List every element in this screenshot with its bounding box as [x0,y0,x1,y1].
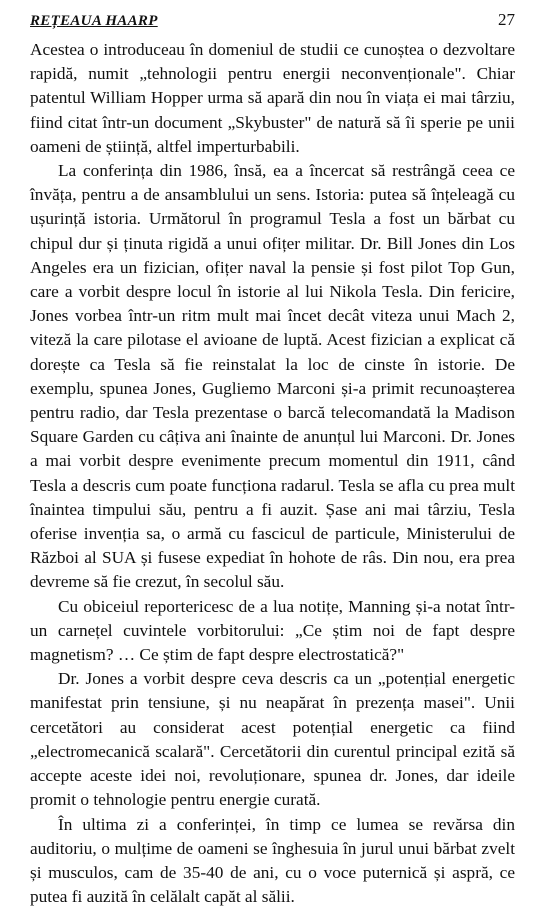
running-title: REȚEAUA HAARP [30,13,158,30]
page-body [30,38,515,909]
page-number: 27 [498,10,515,30]
paragraph: La conferința din 1986, însă, ea a încercat să restrângă ceea ce învăța, pentru a de ansamblului un sens. Istoria: putea să înțeleagă cu ușurință istoria. Următorul în programul Tesla a fost un bărbat cu chipul dur și ținuta rigidă a unui ofițer militar. Dr. Bill Jones din Los Angeles era un fizician, ofițer naval la pensie și fost pilot Top Gun, care a vorbit despre locul în istorie al lui Nikola Tesla. Din fericire, Jones vorbea într-un ritm mult mai încet decât viteza unui Mach 2, viteză la care pilotase el avioane de luptă. Acest fizician a explicat că dorește ca Tesla să fie reinstalat la loc de cinste în istorie. De exemplu, spunea Jones, Gugliemo Marconi și-a primit recunoașterea pentru radio, dar Tesla prezentase o barcă telecomandată la Madison Square Garden cu câțiva ani înainte de anunțul lui Marconi. Dr. Jones a mai vorbit despre evenimente precum momentul din 1911, când Tesla a descris cum poate funcționa radarul. Tesla se afla cu prea mult înaintea timpului său, pentru a fi auzit. Șase ani mai târziu, Tesla oferise invenția sa, o armă cu fascicul de particule, Ministerului de Război al SUA și fusese expediat în hohote de râs. Din nou, era prea devreme să fie crezut, în secolul său. [30,159,515,595]
paragraph: Cu obiceiul reportericesc de a lua notițe, Manning și-a notat într-un carnețel cuvintele vorbitorului: „Ce știm noi de fapt despre magnetism? … Ce știm de fapt despre electrostatică?" [30,595,515,668]
paragraph: Dr. Jones a vorbit despre ceva descris ca un „potențial energetic manifestat prin tensiune, și nu neapărat în prezența masei". Unii cercetători au considerat acest potențial energetic ca fiind „electromecanică scalară". Cercetătorii din curentul principal ezită să accepte aceste idei noi, revoluționare, spunea dr. Jones, dar ideile promit o tehnologie pentru energie curată. [30,667,515,812]
running-header [30,10,515,38]
paragraph: În ultima zi a conferinței, în timp ce lumea se revărsa din auditoriu, o mulțime de oameni se înghesuia în jurul unui bărbat zvelt și musculos, cam de 35-40 de ani, cu o voce puternică și aspră, ce putea fi auzită în celălalt capăt al sălii. [30,813,515,909]
paragraph: Acestea o introduceau în domeniul de studii ce cunoștea o dezvoltare rapidă, numit „tehnologii pentru energii neconvenționale". Chiar patentul William Hopper urma să apară din nou în viața ei mai târziu, fiind citat într-un document „Skybuster" de natură să îi sperie pe unii oameni de știință, altfel imperturbabili. [30,38,515,159]
